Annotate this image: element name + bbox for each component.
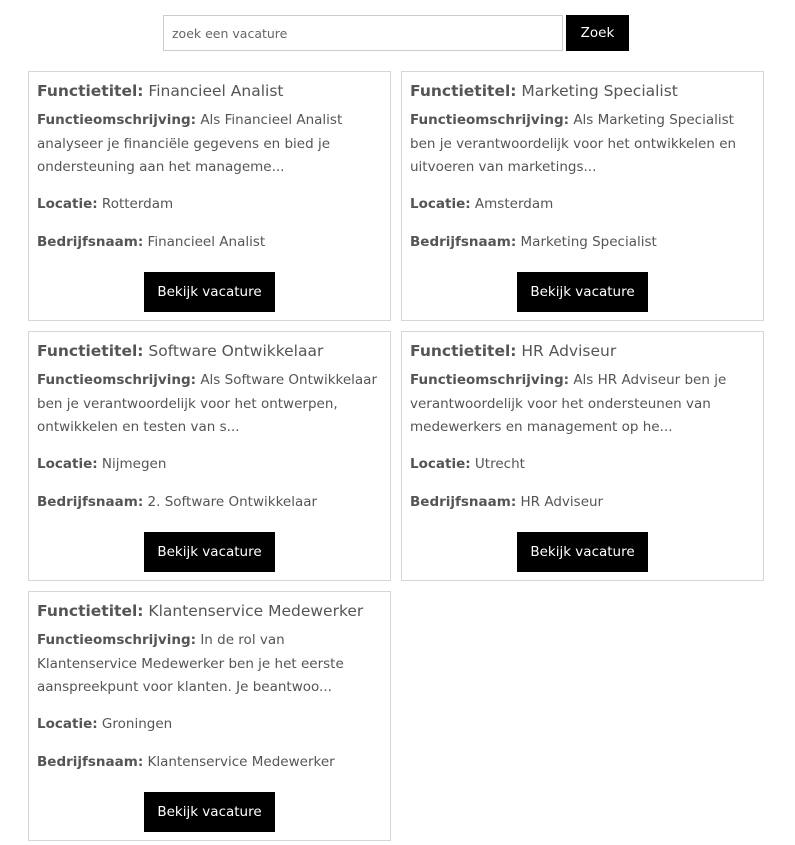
vacancy-location xyxy=(37,713,382,737)
description-value: Als HR Adviseur ben je verantwoordelijk voor het ondersteunen van medewerkers en management op he... xyxy=(410,372,727,435)
location-value: Groningen xyxy=(101,716,173,732)
title-value: Marketing Specialist xyxy=(521,82,678,100)
view-vacancy-button[interactable]: Bekijk vacature xyxy=(517,532,648,572)
view-vacancy-button[interactable]: Bekijk vacature xyxy=(144,792,275,832)
vacancy-company xyxy=(37,231,382,255)
vacancy-title xyxy=(37,340,382,362)
location-value: Rotterdam xyxy=(101,196,174,212)
search-input[interactable] xyxy=(163,15,563,51)
company-label: Bedrijfsnaam: xyxy=(410,493,517,510)
vacancy-card xyxy=(401,331,764,581)
vacancy-description xyxy=(410,369,755,441)
description-label: Functieomschrijving: xyxy=(37,632,197,648)
vacancy-location xyxy=(37,193,382,217)
company-label: Bedrijfsnaam: xyxy=(37,493,144,510)
title-label: Functietitel: xyxy=(410,342,517,360)
company-value: HR Adviseur xyxy=(520,493,604,510)
description-value: Als Software Ontwikkelaar ben je verantwoordelijk voor het ontwerpen, ontwikkelen en testen van s... xyxy=(37,372,377,435)
company-value: Financieel Analist xyxy=(147,233,266,250)
location-label: Locatie: xyxy=(37,456,98,472)
search-bar xyxy=(163,15,629,51)
vacancy-location xyxy=(410,453,755,477)
location-label: Locatie: xyxy=(37,196,98,212)
vacancy-company xyxy=(410,491,755,515)
title-label: Functietitel: xyxy=(37,602,144,620)
vacancy-card xyxy=(28,71,391,321)
vacancy-title xyxy=(410,340,755,362)
title-value: Software Ontwikkelaar xyxy=(148,342,324,360)
vacancy-title xyxy=(37,80,382,102)
vacancy-grid xyxy=(28,71,764,841)
vacancy-description xyxy=(410,109,755,181)
search-button[interactable]: Zoek xyxy=(566,15,629,51)
company-value: Marketing Specialist xyxy=(520,233,657,250)
description-value: Als Marketing Specialist ben je verantwoordelijk voor het ontwikkelen en uitvoeren van marketings... xyxy=(410,112,737,175)
title-label: Functietitel: xyxy=(37,82,144,100)
vacancy-title xyxy=(410,80,755,102)
vacancy-description xyxy=(37,109,382,181)
description-label: Functieomschrijving: xyxy=(410,112,570,128)
vacancy-company xyxy=(37,751,382,775)
title-label: Functietitel: xyxy=(410,82,517,100)
view-vacancy-button[interactable]: Bekijk vacature xyxy=(517,272,648,312)
vacancy-card xyxy=(28,331,391,581)
description-value: Als Financieel Analist analyseer je financiële gegevens en bied je ondersteuning aan het manageme... xyxy=(37,112,343,175)
title-value: Klantenservice Medewerker xyxy=(148,602,364,620)
company-value: 2. Software Ontwikkelaar xyxy=(147,493,318,510)
description-label: Functieomschrijving: xyxy=(410,372,570,388)
view-vacancy-button[interactable]: Bekijk vacature xyxy=(144,272,275,312)
company-label: Bedrijfsnaam: xyxy=(37,753,144,770)
location-label: Locatie: xyxy=(410,196,471,212)
title-value: Financieel Analist xyxy=(148,82,284,100)
vacancy-location xyxy=(37,453,382,477)
location-value: Amsterdam xyxy=(474,196,554,212)
location-value: Nijmegen xyxy=(101,456,167,472)
title-value: HR Adviseur xyxy=(521,342,617,360)
location-value: Utrecht xyxy=(474,456,525,472)
vacancy-title xyxy=(37,600,382,622)
title-label: Functietitel: xyxy=(37,342,144,360)
description-value: In de rol van Klantenservice Medewerker ben je het eerste aanspreekpunt voor klanten. Je beantwoo... xyxy=(37,632,344,695)
vacancy-company xyxy=(410,231,755,255)
vacancy-location xyxy=(410,193,755,217)
company-label: Bedrijfsnaam: xyxy=(37,233,144,250)
description-label: Functieomschrijving: xyxy=(37,112,197,128)
vacancy-description xyxy=(37,629,382,701)
description-label: Functieomschrijving: xyxy=(37,372,197,388)
vacancy-card xyxy=(401,71,764,321)
location-label: Locatie: xyxy=(410,456,471,472)
vacancy-description xyxy=(37,369,382,441)
company-value: Klantenservice Medewerker xyxy=(147,753,335,770)
view-vacancy-button[interactable]: Bekijk vacature xyxy=(144,532,275,572)
vacancy-card xyxy=(28,591,391,841)
vacancy-company xyxy=(37,491,382,515)
company-label: Bedrijfsnaam: xyxy=(410,233,517,250)
location-label: Locatie: xyxy=(37,716,98,732)
